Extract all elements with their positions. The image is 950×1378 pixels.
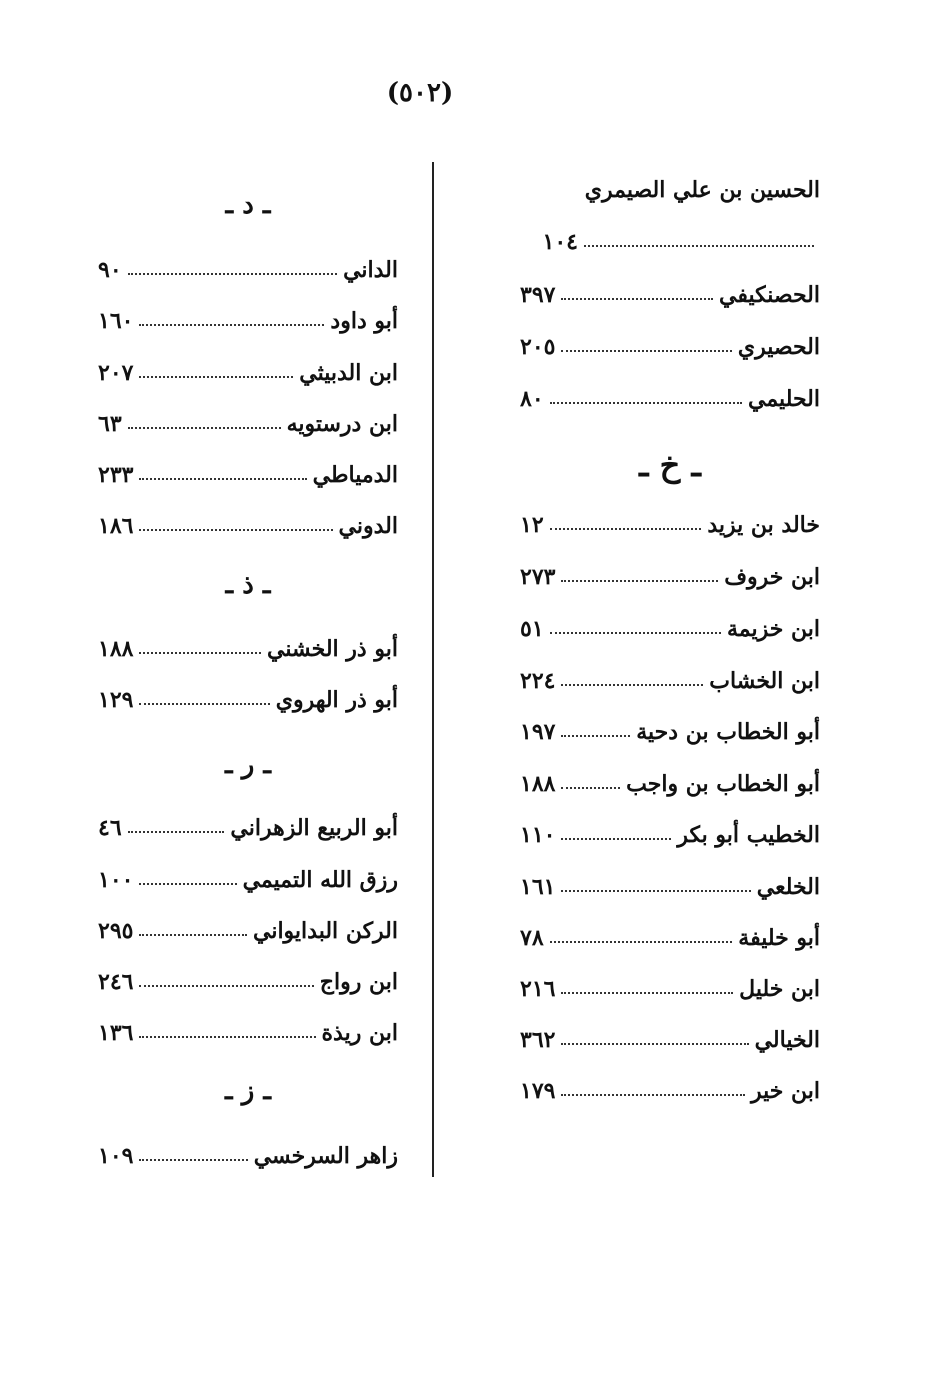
leader-dots (561, 298, 713, 300)
leader-dots (550, 528, 702, 530)
entry-page: ١٦١ (520, 874, 556, 900)
index-entry (520, 602, 820, 642)
index-entry (520, 860, 820, 900)
leader-dots (561, 580, 718, 582)
entry-page: ١٠٤ (542, 229, 578, 255)
leader-dots (139, 376, 293, 378)
leader-dots (139, 652, 261, 654)
entry-page: ٢٠٧ (98, 360, 134, 386)
leader-dots (561, 735, 630, 737)
index-entry (520, 1064, 820, 1104)
leader-dots (139, 703, 269, 705)
index-entry (520, 808, 820, 848)
entry-name: أبو ذر الخشني (267, 636, 398, 662)
column-divider (432, 162, 434, 1177)
entry-name: الركن البدايواني (252, 918, 398, 944)
entry-name: الخطيب أبو بكر (677, 822, 820, 848)
entry-page: ٢٠٥ (520, 334, 556, 360)
leader-dots (139, 478, 306, 480)
entry-name: ابن الدبيثي (299, 360, 398, 386)
leader-dots (561, 838, 671, 840)
leader-dots (139, 1036, 315, 1038)
index-entry (98, 346, 398, 386)
entry-page: ٢٣٣ (98, 462, 134, 488)
entry-name: ابن الخشاب (709, 668, 820, 694)
leader-dots (128, 427, 281, 429)
entry-name: الدمياطي (312, 462, 398, 488)
entry-page: ٢٢٤ (520, 668, 556, 694)
leader-dots (139, 1159, 247, 1161)
entry-name: الدوني (338, 513, 398, 539)
entry-name: الحصيري (737, 334, 820, 360)
leader-dots (550, 402, 742, 404)
entry-name: أبو الربيع الزهراني (230, 815, 398, 841)
leader-dots (550, 941, 733, 943)
index-entry (520, 757, 820, 797)
index-entry (98, 853, 398, 893)
entry-name: ابن رواج (319, 969, 398, 995)
index-entry (520, 911, 820, 951)
entry-page: ٥١ (520, 616, 544, 642)
entry-name: رزق الله التميمي (242, 867, 398, 893)
index-entry (520, 1013, 820, 1053)
leader-dots (561, 890, 750, 892)
entry-page: ٢٤٦ (98, 969, 134, 995)
entry-name: الحسين بن علي الصيمري (584, 177, 820, 203)
entry-name: ابن ريذة (321, 1020, 398, 1046)
section-heading-kha: ـ خ ـ (639, 446, 701, 484)
index-entry (520, 372, 820, 412)
leader-dots (584, 245, 814, 247)
entry-page: ٦٣ (98, 411, 122, 437)
entry-name: زاهر السرخسي (253, 1143, 398, 1169)
page-number: (٥٠٢) (386, 78, 454, 108)
entry-page: ٢٩٥ (98, 918, 134, 944)
leader-dots (139, 883, 236, 885)
entry-name: ابن خليل (739, 976, 820, 1002)
entry-page: ١٧٩ (520, 1078, 556, 1104)
index-entry (98, 801, 398, 841)
leader-dots (139, 529, 332, 531)
leader-dots (561, 992, 733, 994)
index-entry (520, 163, 820, 203)
entry-page: ٢١٦ (520, 976, 556, 1002)
entry-name: ابن خزيمة (726, 616, 820, 642)
index-entry (98, 448, 398, 488)
leader-dots (139, 985, 313, 987)
leader-dots (561, 1094, 745, 1096)
leader-dots (128, 273, 337, 275)
section-heading-ra: ـ ر ـ (225, 750, 271, 780)
entry-page: ١٠٩ (98, 1143, 134, 1169)
index-entry (520, 498, 820, 538)
entry-page: ٨٠ (520, 386, 544, 412)
entry-page: ٩٠ (98, 257, 122, 283)
entry-page: ٤٦ (98, 815, 122, 841)
entry-page: ٢٧٣ (520, 564, 556, 590)
index-entry (98, 673, 398, 713)
index-entry (98, 955, 398, 995)
index-entry (98, 1006, 398, 1046)
entry-page: ١٢٩ (98, 687, 134, 713)
entry-page: ١٨٨ (520, 771, 556, 797)
index-entry (520, 550, 820, 590)
leader-dots (561, 1043, 748, 1045)
index-entry (520, 962, 820, 1002)
index-entry (520, 320, 820, 360)
leader-dots (128, 831, 225, 833)
entry-page: ١٠٠ (98, 867, 134, 893)
entry-name: الداني (343, 257, 398, 283)
leader-dots (139, 934, 247, 936)
section-heading-dal: ـ د ـ (225, 190, 271, 220)
leader-dots (561, 350, 731, 352)
index-entry (520, 215, 820, 255)
entry-name: الحصنكيفي (719, 282, 820, 308)
entry-page: ١٨٨ (98, 636, 134, 662)
entry-name: الخلعي (756, 874, 820, 900)
entry-page: ١٣٦ (98, 1020, 134, 1046)
entry-page: ١٦٠ (98, 308, 134, 334)
entry-name: الخيالي (754, 1027, 820, 1053)
entry-name: ابن درستويه (286, 411, 398, 437)
entry-name: ابن خروف (724, 564, 820, 590)
index-entry (520, 705, 820, 745)
entry-page: ١٩٧ (520, 719, 556, 745)
entry-name: أبو خليفة (738, 925, 820, 951)
entry-name: أبو الخطاب بن دحية (636, 719, 820, 745)
entry-name: الحليمي (748, 386, 820, 412)
entry-name: أبو الخطاب بن واجب (626, 771, 820, 797)
index-entry (98, 397, 398, 437)
entry-page: ١١٠ (520, 822, 556, 848)
index-entry (520, 654, 820, 694)
index-entry (98, 1129, 398, 1169)
leader-dots (139, 324, 324, 326)
leader-dots (561, 684, 703, 686)
entry-page: ٣٩٧ (520, 282, 556, 308)
section-heading-thal: ـ ذ ـ (225, 570, 271, 600)
index-entry (98, 622, 398, 662)
index-entry (98, 294, 398, 334)
entry-name: أبو داود (330, 308, 398, 334)
leader-dots (550, 632, 721, 634)
entry-page: ١٢ (520, 512, 544, 538)
entry-name: أبو ذر الهروي (275, 687, 398, 713)
index-entry (98, 243, 398, 283)
index-entry (98, 499, 398, 539)
entry-name: ابن خير (750, 1078, 820, 1104)
entry-name: خالد بن يزيد (707, 512, 820, 538)
leader-dots (561, 787, 620, 789)
entry-page: ٣٦٢ (520, 1027, 556, 1053)
entry-page: ٧٨ (520, 925, 544, 951)
index-entry (98, 904, 398, 944)
index-entry (520, 268, 820, 308)
entry-page: ١٨٦ (98, 513, 134, 539)
section-heading-zay: ـ ز ـ (225, 1076, 271, 1106)
